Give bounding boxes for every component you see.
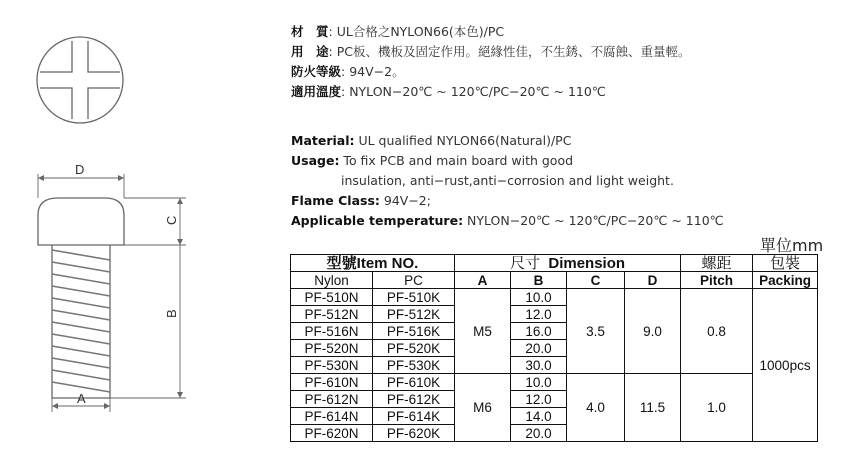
en-usage-value: To fix PCB and main board with good [339,153,574,168]
cn-material-label: 材 質 [291,24,329,39]
header-dimension [455,255,681,272]
en-temp-label: Applicable temperature: [291,213,464,228]
cn-flame-value: : 94V−2。 [341,64,405,79]
cell-pc: PF-614K [373,408,455,425]
header-dim-cn: 尺寸 [510,254,541,272]
en-flame-label: Flame Class: [291,193,380,208]
cn-material-line [291,22,690,42]
cell-b: 12.0 [511,306,567,323]
cell-d: 11.5 [625,374,681,442]
col-a: A [455,272,511,289]
en-material-label: Material: [291,133,355,148]
cn-usage-label: 用 途 [291,44,329,59]
cn-temp-line [291,82,690,102]
dim-label-b: B [164,309,179,318]
cell-pc: PF-612K [373,391,455,408]
unit-label: 單位mm [760,236,824,255]
cell-b: 30.0 [511,357,567,374]
en-usage-line [291,151,724,171]
cell-pc: PF-620K [373,425,455,442]
cell-b: 14.0 [511,408,567,425]
col-b: B [511,272,567,289]
en-temp-line [291,211,724,231]
cell-nylon: PF-512N [291,306,373,323]
cell-pc: PF-516K [373,323,455,340]
header-packing-cn: 包裝 [753,255,818,272]
cell-pc: PF-530K [373,357,455,374]
cell-pc: PF-610K [373,374,455,391]
cell-b: 12.0 [511,391,567,408]
dimension-table [290,254,818,442]
table-header-row-1 [291,255,818,272]
col-pc: PC [373,272,455,289]
cell-pitch: 1.0 [681,374,753,442]
cn-temp-label: 適用溫度 [291,84,342,99]
header-pitch-cn: 螺距 [681,255,753,272]
cell-nylon: PF-530N [291,357,373,374]
cell-nylon: PF-614N [291,408,373,425]
col-pitch: Pitch [681,272,753,289]
cell-pc: PF-510K [373,289,455,306]
en-usage-label: Usage: [291,153,340,168]
col-d: D [625,272,681,289]
header-item-en: Item NO. [356,254,419,272]
cell-packing: 1000pcs [753,289,818,442]
cell-nylon: PF-612N [291,391,373,408]
cell-d: 9.0 [625,289,681,374]
table-header-row-2 [291,272,818,289]
chinese-spec-block [291,22,690,102]
col-nylon: Nylon [291,272,373,289]
cn-temp-value: : NYLON−20℃ ~ 120℃/PC−20℃ ~ 110℃ [341,84,606,99]
screw-drawing [0,0,290,461]
header-dim-en: Dimension [548,254,626,272]
en-flame-line [291,191,724,211]
dim-label-a: A [77,391,86,406]
cell-b: 10.0 [511,289,567,306]
cell-a: M5 [455,289,511,374]
dim-label-c: C [164,215,179,225]
cn-usage-value: : PC板、機板及固定作用。絕緣性佳，不生銹、不腐蝕、重量輕。 [328,44,691,59]
cn-material-value: : UL合格之NYLON66(本色)/PC [328,24,505,39]
screw-top-view [37,37,123,123]
en-material-line [291,131,724,151]
dim-label-d: D [75,162,85,177]
cell-pitch: 0.8 [681,289,753,374]
screw-side-view [38,174,186,412]
col-packing: Packing [753,272,818,289]
cell-nylon: PF-520N [291,340,373,357]
cell-b: 10.0 [511,374,567,391]
cell-c: 4.0 [567,374,625,442]
table-row [291,374,818,391]
en-usage-line-2: insulation, anti−rust,anti−corrosion and light weight. [341,173,674,188]
table-row [291,289,818,306]
cell-nylon: PF-610N [291,374,373,391]
cell-pc: PF-512K [373,306,455,323]
cn-flame-line [291,62,690,82]
cell-a: M6 [455,374,511,442]
cell-nylon: PF-510N [291,289,373,306]
cell-c: 3.5 [567,289,625,374]
cell-b: 20.0 [511,340,567,357]
cell-nylon: PF-516N [291,323,373,340]
cell-b: 20.0 [511,425,567,442]
english-spec-block [291,131,724,231]
header-item-cn: 型號 [326,254,357,272]
en-material-value: UL qualified NYLON66(Natural)/PC [354,133,572,148]
cn-flame-label: 防火等級 [291,64,342,79]
cn-usage-line [291,42,690,62]
header-item-no [291,255,455,272]
en-flame-value: 94V−2; [379,193,431,208]
cell-nylon: PF-620N [291,425,373,442]
cell-pc: PF-520K [373,340,455,357]
screw-thread [52,250,110,392]
cell-b: 16.0 [511,323,567,340]
en-temp-value: NYLON−20℃ ~ 120℃/PC−20℃ ~ 110℃ [463,213,724,228]
col-c: C [567,272,625,289]
